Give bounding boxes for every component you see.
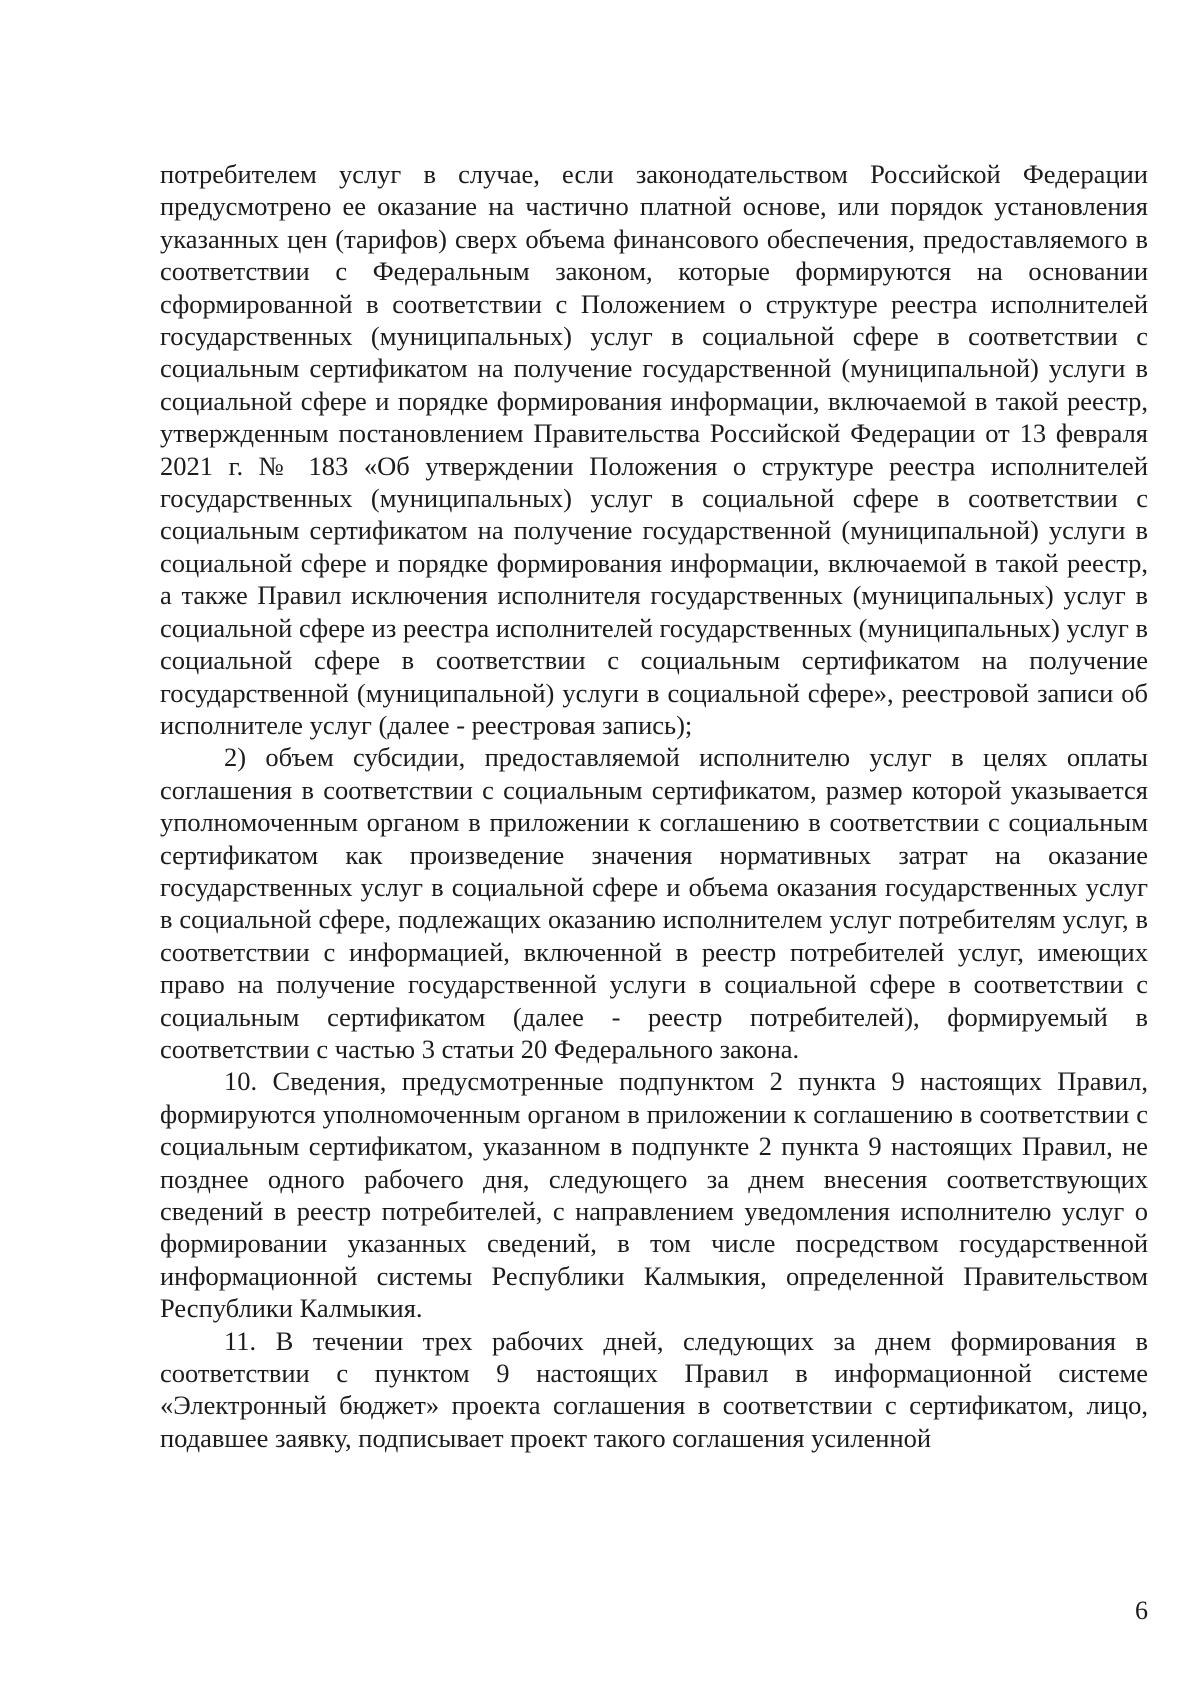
- paragraph-item-11: 11. В течении трех рабочих дней, следующих за днем формирования в соответствии с пунктом 9 настоящих Правил в информационной системе «Электронный бюджет» проекта соглашения в соответствии с сертификатом, лицо, подавшее заявку, подписывает проект такого соглашения усиленной: [160, 1325, 1148, 1453]
- body-text: [160, 158, 1148, 1454]
- page-number: 6: [1135, 1596, 1148, 1625]
- paragraph-item-2: 2) объем субсидии, предоставляемой исполнителю услуг в целях оплаты соглашения в соответствии с социальным сертификатом, размер которой указывается уполномоченным органом в приложении к соглашению в соответствии с социальным сертификатом как произведение значения нормативных затрат на оказание государственных услуг в социальной сфере и объема оказания государственных услуг в социальной сфере, подлежащих оказанию исполнителем услуг потребителям услуг, в соответствии с информацией, включенной в реестр потребителей услуг, имеющих право на получение государственной услуги в социальной сфере в соответствии с социальным сертификатом (далее - реестр потребителей), формируемый в соответствии с частью 3 статьи 20 Федерального закона.: [160, 742, 1148, 1064]
- paragraph-item-10: 10. Сведения, предусмотренные подпунктом 2 пункта 9 настоящих Правил, формируются уполномоченным органом в приложении к соглашению в соответствии с социальным сертификатом, указанном в подпункте 2 пункта 9 настоящих Правил, не позднее одного рабочего дня, следующего за днем внесения соответствующих сведений в реестр потребителей, с направлением уведомления исполнителю услуг о формировании указанных сведений, в том числе посредством государственной информационной системы Республики Калмыкия, определенной Правительством Республики Калмыкия.: [160, 1066, 1148, 1324]
- paragraph-continuation: потребителем услуг в случае, если законодательством Российской Федерации предусмотрено ее оказание на частично платной основе, или порядок установления указанных цен (тарифов) сверх объема финансового обеспечения, предоставляемого в соответствии с Федеральным законом, которые формируются на основании сформированной в соответствии с Положением о структуре реестра исполнителей государственных (муниципальных) услуг в социальной сфере в соответствии с социальным сертификатом на получение государственной (муниципальной) услуги в социальной сфере и порядке формирования информации, включаемой в такой реестр, утвержденным постановлением Правительства Российской Федерации от 13 февраля 2021 г. № 183 «Об утверждении Положения о структуре реестра исполнителей государственных (муниципальных) услуг в социальной сфере в соответствии с социальным сертификатом на получение государственной (муниципальной) услуги в социальной сфере и порядке формирования информации, включаемой в такой реестр, а также Правил исключения исполнителя государственных (муниципальных) услуг в социальной сфере из реестра исполнителей государственных (муниципальных) услуг в социальной сфере в соответствии с социальным сертификатом на получение государственной (муниципальной) услуги в социальной сфере», реестровой записи об исполнителе услуг (далее - реестровая запись);: [160, 159, 1148, 740]
